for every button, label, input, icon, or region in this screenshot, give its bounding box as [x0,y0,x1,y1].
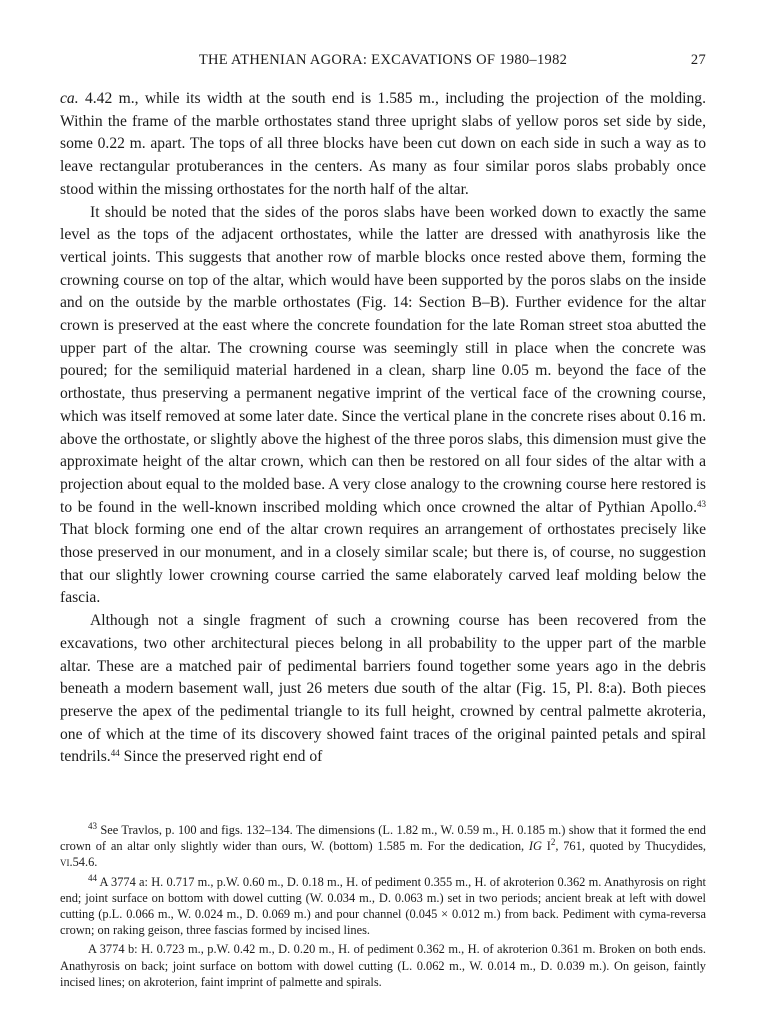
paragraph-2 [60,202,706,611]
footnote-44-continued [60,941,706,990]
footnotes [60,822,706,993]
paragraph-2-text-b: That block forming one end of the altar crown requires an arrangement of orthostates precisely like those preserved in our monument, and in a closely similar scale; but there is, of course, no suggestion that our slightly lower crowning course carried the same elaborately carved leaf molding below the fascia. [60,521,706,607]
footnote-ref-44[interactable]: 44 [110,748,120,759]
footnote-ref-43[interactable]: 43 [697,498,706,509]
footnote-43 [60,822,706,871]
paragraph-3-text-b: Since the preserved right end of [119,748,323,766]
footnote-43-text-c: , 761, quoted by Thucydides, [555,839,707,854]
italic-ca: ca. [60,90,79,107]
page-number: 27 [690,52,706,68]
footnote-43-smallcaps: vi [60,855,70,870]
footnote-44 [60,874,706,939]
paragraph-2-text-a: It should be noted that the sides of the poros slabs have been worked down to exactly the same level as the tops of the adjacent orthostates, while the latter are dressed with anathyrosis like the vertical joints. This suggests that another row of marble blocks once rested above them, forming the crowning course on top of the altar, which would have been supported by the poros slabs on the inside and on the outside by the marble orthostates (Fig. 14: Section B–B). Further evidence for the altar crown is preserved at the east where the concrete foundation for the late Roman street stoa abutted the upper part of the altar. The crowning course was seemingly still in place when the concrete was poured; for the semiliquid material hardened in a clean, sharp line 0.05 m. beyond the face of the orthostate, thus preserving a permanent negative imprint of the vertical face of the crowning course, which was itself removed at some later date. Since the vertical plane in the concrete rises about 0.16 m. above the orthostate, or slightly above the highest of the three poros slabs, this dimension must give the approximate height of the altar crown, which can then be restored on all four sides of the altar with a projection about equal to the molded base. A very close analogy to the crowning course here restored is to be found in the well-known inscribed molding which once crowned the altar of Pythian Apollo. [60,203,706,516]
footnote-mark-43: 43 [88,821,97,831]
footnote-43-ig: IG [528,839,542,854]
paragraph-3 [60,610,706,769]
footnote-44b-text: A 3774 b: H. 0.723 m., p.W. 0.42 m., D. 0.20 m., H. of pediment 0.362 m., H. of akroterion 0.361 m. Broken on both ends. Anathyrosis on back; joint surface on bottom with dowel cutting (L. 0.062 m., W. 0.014 m., D. 0.039 m.). On geison, faintly incised lines; on akroterion, faint imprint of palmette and spirals. [60,942,706,989]
footnote-mark-44: 44 [88,872,97,883]
running-title: THE ATHENIAN AGORA: EXCAVATIONS OF 1980–1982 [198,52,568,68]
footnote-43-text-a: See Travlos, p. 100 and figs. 132–134. The dimensions (L. 1.82 m., W. 0.59 m., H. 0.185 m.) show that it formed the end crown of an altar only slightly wider than ours, W. (bottom) 1.585 m. For the dedication, [60,823,706,854]
paragraph-1-text: 4.42 m., while its width at the south end is 1.585 m., including the projection of the molding. Within the frame of the marble orthostates stand three upright slabs of yellow poros set side by side, some 0.22 m. apart. The tops of all three blocks have been cut down on each side in such a way as to leave rectangular protuberances in the centers. As many as four similar poros slabs probably once stood within the missing orthostates for the north half of the altar. [60,90,706,198]
main-text [60,88,706,769]
footnote-43-superscript: 2 [550,837,556,848]
footnote-43-text-b: I [541,839,551,854]
paragraph-3-text-a: Although not a single fragment of such a crowning course has been recovered from the excavations, two other architectural pieces belong in all probability to the upper part of the marble altar. These are a matched pair of pedimental barriers found together some years ago in the debris beneath a modern basement wall, just 26 meters due south of the altar (Fig. 15, Pl. 8:a). Both pieces preserve the apex of the pedimental triangle to its full height, crowned by central palmette akroteria, one of which at the time of its discovery showed faint traces of the original painted petals and spiral tendrils. [60,612,706,766]
footnote-44-text: A 3774 a: H. 0.717 m., p.W. 0.60 m., D. 0.18 m., H. of pediment 0.355 m., H. of akroterion 0.362 m. Anathyrosis on right end; joint surface on bottom with dowel cutting (W. 0.034 m., D. 0.063 m.) set in two periods; ancient break at left with dowel cutting (p.L. 0.066 m., W. 0.024 m., D. 0.069 m.) and pour channel (0.045 × 0.012 m.) from back. Pediment with cyma-reversa crown; on raking geison, three fascias formed by incised lines. [60,874,706,938]
running-header [60,52,706,74]
paragraph-1 [60,88,706,202]
footnote-43-text-d: .54.6. [69,855,98,870]
